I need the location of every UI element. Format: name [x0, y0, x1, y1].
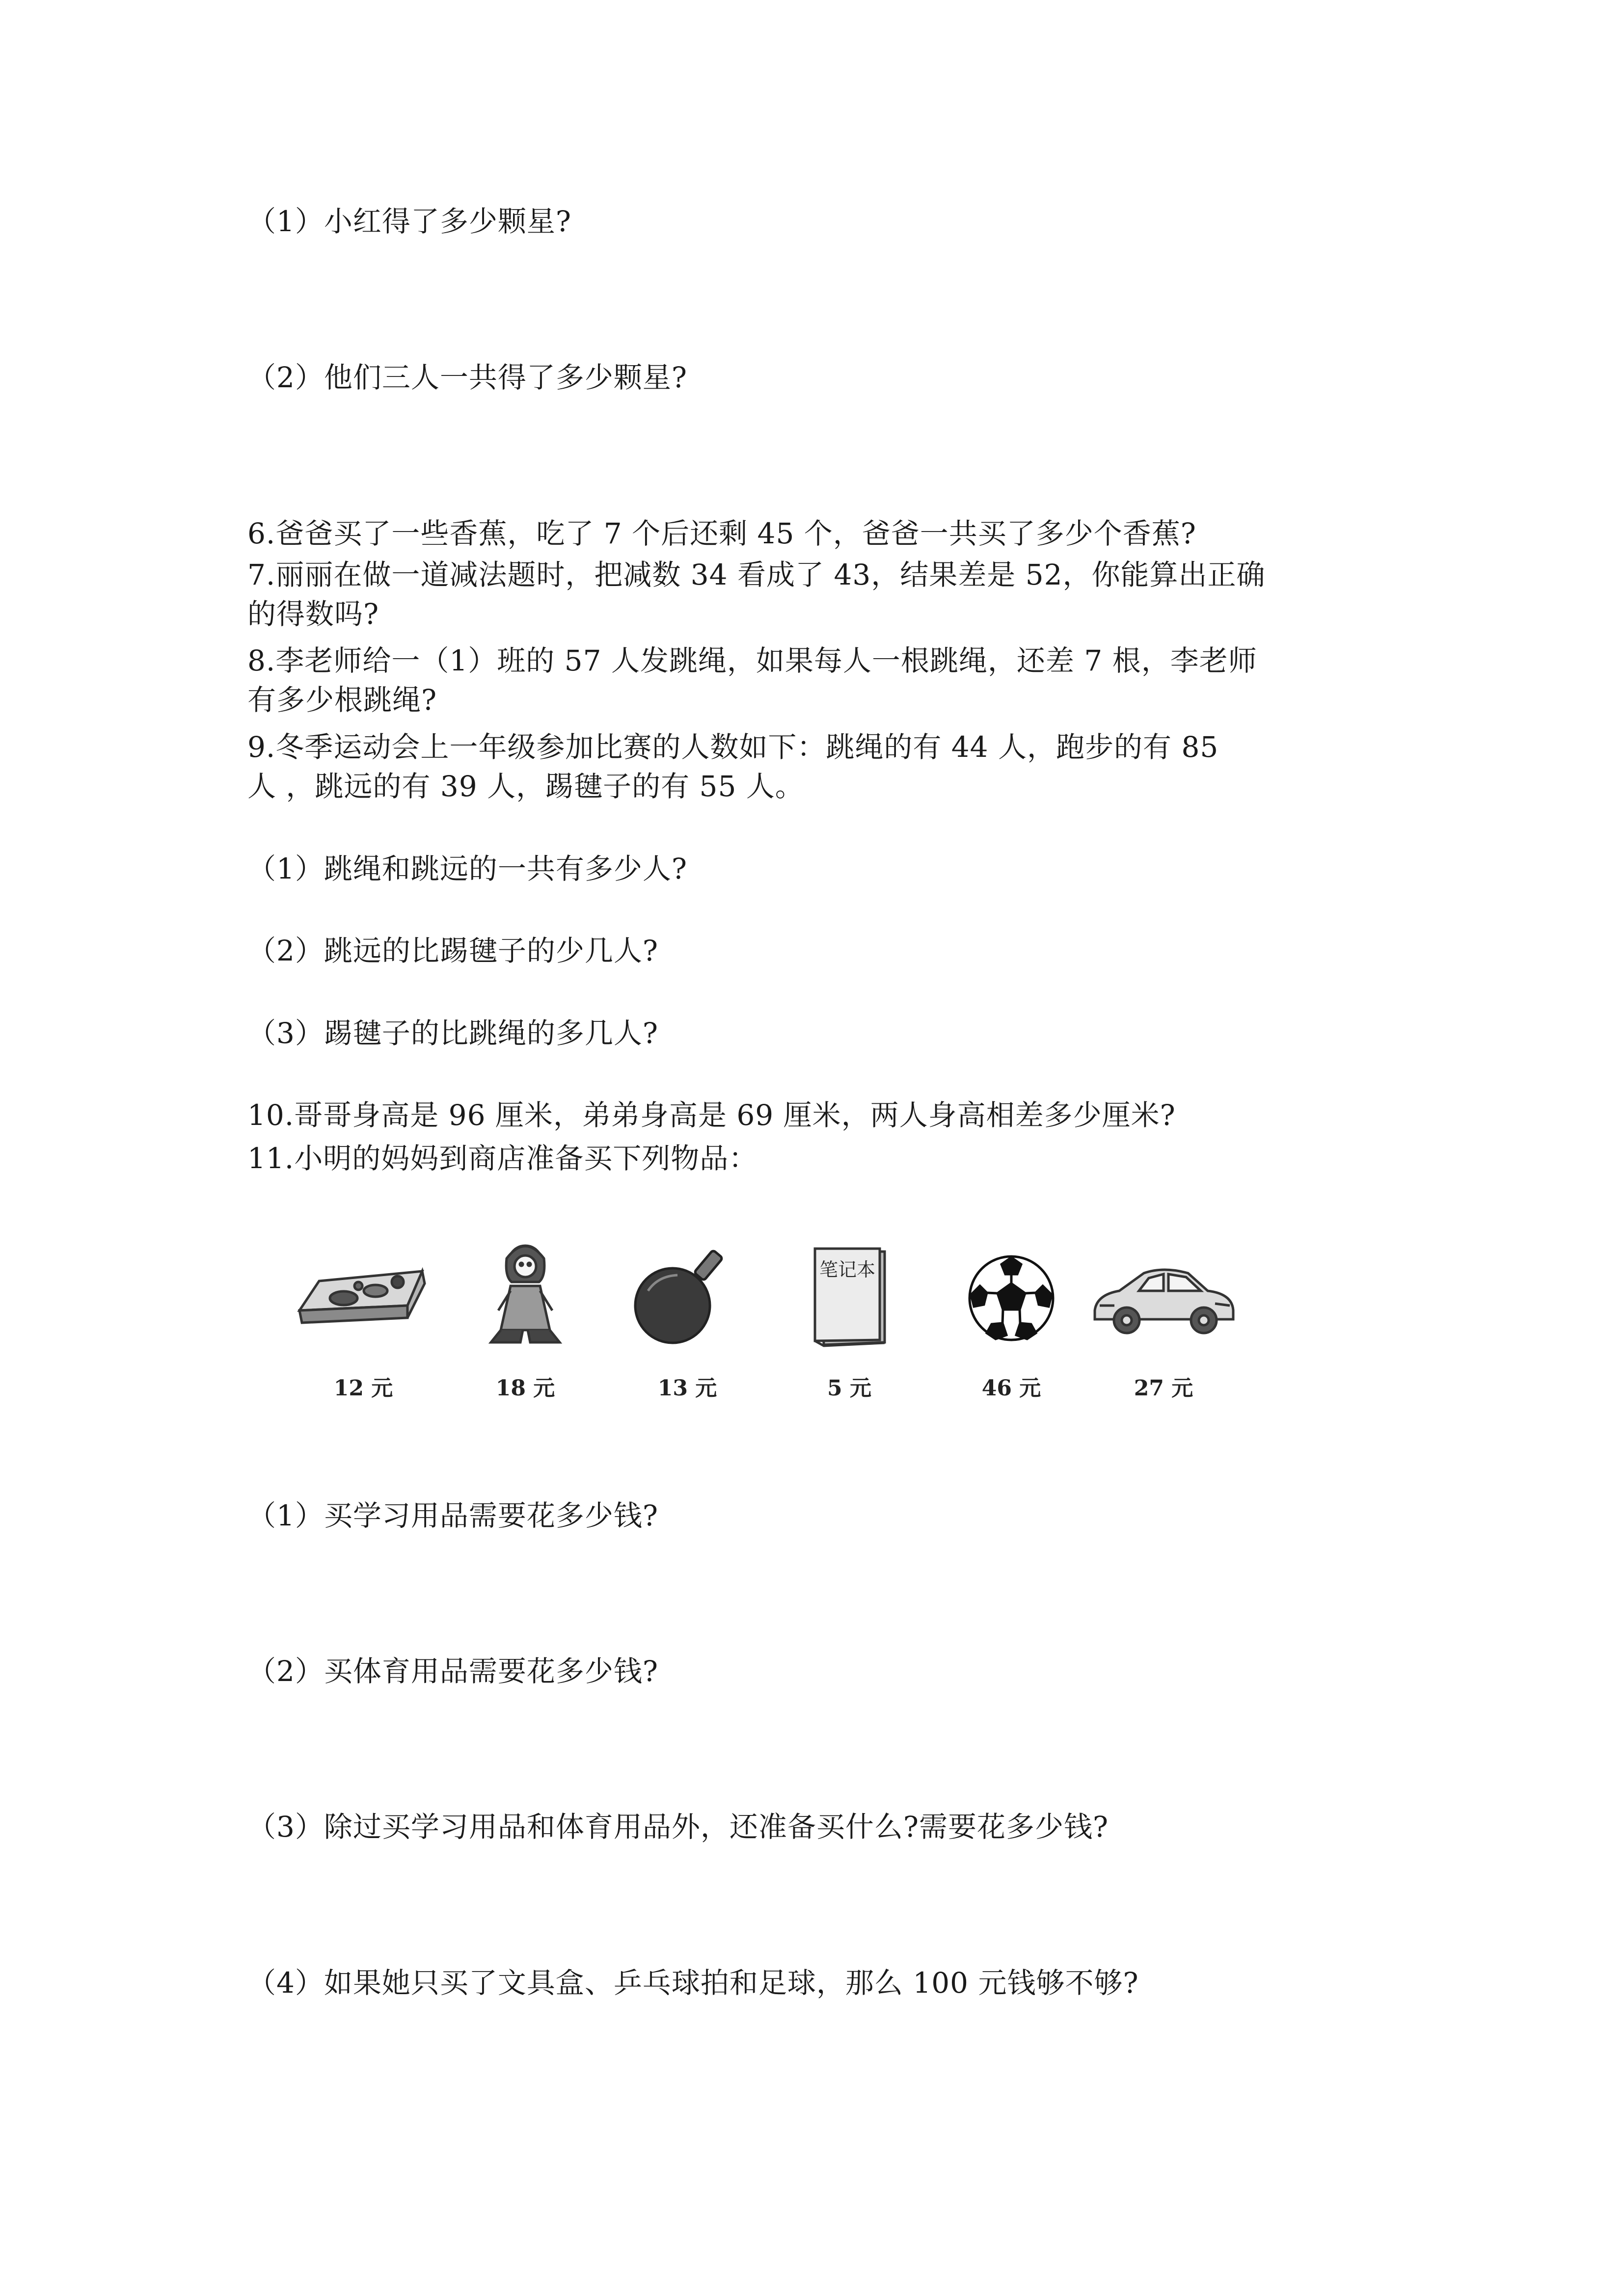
question-11-sub-1: （1）买学习用品需要花多少钱? [247, 1499, 658, 1532]
price-label: 27 元 [1134, 1376, 1193, 1401]
item-ping-pong-paddle [614, 1237, 761, 1414]
item-notebook [776, 1237, 923, 1414]
question-11-sub-2: （2）买体育用品需要花多少钱? [247, 1655, 658, 1688]
notebook-icon [776, 1237, 923, 1355]
price-label: 12 元 [333, 1376, 393, 1401]
item-pencil-case [290, 1237, 437, 1414]
question-5-sub-2: （2）他们三人一共得了多少颗星? [247, 361, 687, 394]
toy-car-icon [1090, 1237, 1237, 1355]
ping-pong-paddle-icon [614, 1237, 761, 1355]
price-label: 13 元 [657, 1376, 717, 1401]
question-11-sub-4: （4）如果她只买了文具盒、乒乓球拍和足球，那么 100 元钱够不够? [247, 1966, 1139, 2000]
price-label: 18 元 [495, 1376, 555, 1401]
question-10: 10.哥哥身高是 96 厘米，弟弟身高是 69 厘米，两人身高相差多少厘米? [247, 1098, 1176, 1132]
price-label: 46 元 [981, 1376, 1041, 1401]
item-toy-car [1090, 1237, 1237, 1414]
question-9-sub-2: （2）跳远的比踢毽子的少几人? [247, 934, 658, 967]
notebook-label: 笔记本 [819, 1259, 876, 1281]
question-9-sub-3: （3）踢毽子的比跳绳的多几人? [247, 1016, 658, 1050]
question-9-line-2: 人 ，跳远的有 39 人，踢毽子的有 55 人。 [247, 770, 804, 803]
question-8-line-2: 有多少根跳绳? [247, 683, 437, 717]
question-5-sub-1: （1）小红得了多少颗星? [247, 205, 571, 238]
soccer-ball-icon [938, 1237, 1085, 1355]
item-doll [452, 1237, 599, 1414]
pencil-case-icon [290, 1237, 437, 1355]
doll-icon [452, 1237, 599, 1355]
question-11: 11.小明的妈妈到商店准备买下列物品： [247, 1142, 758, 1175]
item-soccer-ball [938, 1237, 1085, 1414]
question-9-sub-1: （1）跳绳和跳远的一共有多少人? [247, 852, 687, 885]
question-7-line-1: 7.丽丽在做一道减法题时，把减数 34 看成了 43，结果差是 52，你能算出正确 [247, 558, 1266, 591]
question-9-line-1: 9.冬季运动会上一年级参加比赛的人数如下：跳绳的有 44 人，跑步的有 85 [247, 730, 1219, 764]
price-label: 5 元 [827, 1376, 871, 1401]
question-7-line-2: 的得数吗? [247, 597, 379, 631]
question-11-sub-3: （3）除过买学习用品和体育用品外，还准备买什么?需要花多少钱? [247, 1810, 1109, 1843]
question-6: 6.爸爸买了一些香蕉，吃了 7 个后还剩 45 个，爸爸一共买了多少个香蕉? [247, 517, 1196, 550]
question-8-line-1: 8.李老师给一（1）班的 57 人发跳绳，如果每人一根跳绳，还差 7 根，李老师 [247, 644, 1257, 677]
shop-items-figure [290, 1237, 1237, 1414]
